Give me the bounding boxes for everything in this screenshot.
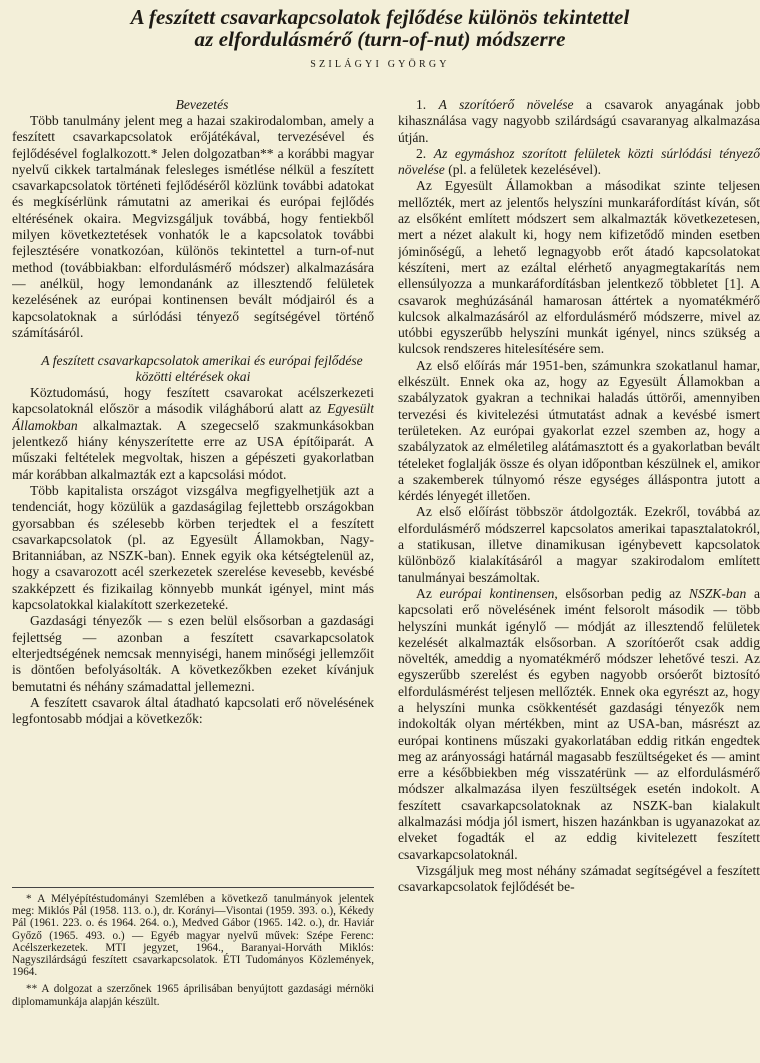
section-heading-intro: Bevezetés: [175, 97, 229, 112]
footnote-1: * A Mélyépítéstudományi Szemlében a következő tanulmányok jelentek meg: Miklós Pál (1958. 113. o.), dr. Korányi—Visontai (1959. 393. o.), Kékedy Pál (1961. 223. o. és 1964. 264. o.), Medved Gábor (1965. 142. o.), dr. Haviár Győző (1965. 493. o.) — Egyéb magyar nyelvű művek: Szépe Ferenc: Acélszerkezetek. MTI jegyzet, 1964., Baranyai-Horváth Miklós: Nagyszilárdságú feszített csavarkapcsolatok. ÉTI Tudományos Közlemények, 1964.: [12, 893, 374, 979]
section-heading-differences: A feszített csavarkapcsolatok amerikai és európai fejlődése közötti eltérések okai: [41, 353, 363, 385]
footnote-2: ** A dolgozat a szerzőnek 1965 áprilisában benyújtott gazdasági mérnöki diplomamunkája alapján készült.: [12, 983, 374, 1008]
paragraph: Gazdasági tényezők — s ezen belül elsősorban a gazdasági fejlettség — azonban a feszített csavarkapcsolatok elterjedtségének nemcsak mennyiségi, hanem minőségi jellemzőit is döntően befolyásolták. A következőkben ezeket kívánjuk bemutatni és néhány számadattal jellemezni.: [12, 613, 374, 694]
list-item-2: 2. Az egymáshoz szorított felületek közti súrlódási tényező növelése (pl. a felületek kezelésével).: [398, 145, 760, 178]
footnote-divider: [12, 887, 374, 888]
paragraph: Az európai kontinensen, elsősorban pedig az NSZK-ban a kapcsolati erő növelésének imént felsorolt második — több helyszíni munkát igénylő — módját az illesztendő felületek kezelését alkalmazták elsősorban. A szorítóerőt csak addig növelték, ameddig a nyomatékmérő módszer lehetővé teszi. Az egyszerűbb szerelést és egyben nagyobb orsóerőt biztosító elfordulásmérést teljesen mellőzték. Ennek oka egyrészt az, hogy a helyszíni munka csökkentését gazdasági tényezők nem indokolták olyan mértékben, mint az USA-ban, másrészt az európai kontinens műszaki gyakorlatában eddig ritkán engedtek meg az arányossági határnál magasabb feszültségeket és — amint erre a későbbiekben még visszatérünk — az elfordulásmérő módszer alkalmazása ilyen feszültségek esetén indokolt. A feszített csavarkapcsolatoknak az NSZK-ban kialakult alkalmazási módja jól ismert, hiszen hazánkban is ugyanazokat az elveket fogadták el az eddig kivitelezett feszített csavarkapcsolatoknál.: [398, 585, 760, 862]
left-column: [12, 97, 374, 1059]
author: SZILÁGYI GYÖRGY: [310, 59, 450, 70]
paragraph: Köztudomású, hogy feszített csavarokat acélszerkezeti kapcsolatoknál először a második világháború alatt az Egyesült Államokban alkalmaztak. A szegecselő szakmunkásokban jelentkező hiány kényszerítette erre az USA építőiparát. A műszaki feltételek megvoltak, hiszen a gépészeti gyakorlatban már korábban alkalmazták ezt a kapcsolási módot.: [12, 385, 374, 482]
footnotes: [12, 887, 374, 1013]
paragraph: A feszített csavarok által átadható kapcsolati erő növelésének legfontosabb módjai a következők:: [12, 694, 374, 727]
title-line-2: az elfordulásmérő (turn-of-nut) módszerre: [194, 27, 566, 51]
article-title: [0, 6, 760, 50]
right-column: [398, 97, 760, 1059]
intro-paragraph: Több tanulmány jelent meg a hazai szakirodalomban, amely a feszített csavarkapcsolatok erőjátékával, tervezésével és fejlődésével foglalkozott.* Jelen dolgozatban** a korábbi magyar nyelvű cikkek tartalmának felesleges ismétlése nélkül a feszített csavarkapcsolatok történeti fejlődéséről közlünk további adatokat és megkísérlünk rámutatni az amerikai és európai fejlődés eltérésének okaira. Megvizsgáljuk továbbá, hogy fentiekből milyen következtetések vonhatók le a kapcsolatok további fejlesztésére vonatkozóan, különös tekintettel a turn-of-nut method (továbbiakban: elfordulásmérő módszer) alkalmazására — anélkül, hogy lemondanánk az illesztendő felületek kezelésének az európai kontinensen bevált módjairól és a kapcsolatoknak a súrlódási tényező segítségével történő számításáról.: [12, 113, 374, 340]
article-header: [0, 0, 760, 70]
title-line-1: A feszített csavarkapcsolatok fejlődése különös tekintettel: [130, 5, 630, 29]
paragraph: Vizsgáljuk meg most néhány számadat segítségével a feszített csavarkapcsolatok fejlődését be-: [398, 862, 760, 895]
list-item-1: 1. A szorítóerő növelése a csavarok anyagának jobb kihasználása vagy nagyobb szilárdságú csavaranyag alkalmazása útján.: [398, 97, 760, 145]
paragraph: Az Egyesült Államokban a másodikat szinte teljesen mellőzték, mert az jelentős helyszíni munkaráfordítást kíván, sőt az elsőként említett módszert sem alkalmazták következetesen, mert a nézet alakult ki, hogy nem kifizetődő minden esetben jóminőségű, a lehető legnagyobb erőt átadó kapcsolatokat készíteni, mert az ezáltal elérhető anyagmegtakarítás nem ellensúlyozza a munkaráfordításban jelentkező többletet [1]. A csavarok meghúzásánál hamarosan áttértek a nyomatékmérő kulcsok alkalmazásáról az elfordulásmérő módszerre, mivel az utóbbi egyszerűbb helyszíni munkát igényel, nincs szükség a kulcsok rendszeres hitelesítésére sem.: [398, 178, 760, 357]
paragraph: Az első előírás már 1951-ben, számunkra szokatlanul hamar, elkészült. Ennek oka az, hogy az Egyesült Államokban a szabályzatok gyakran a technikai haladás úttörői, amennyiben tervezési és kivitelezési útmutatást adnak a kevésbé ismert területeken. Az európai gyakorlat ezzel szemben az, hogy a szabályzatok az elméletileg alátámasztott és a gyakorlatban bevált tételeket foglalják össze és olyan időpontban készülnek el, amikor a szakemberek túlnyomó része egységes álláspontra jutott a kérdés lényegét illetően.: [398, 357, 760, 504]
article-body: [6, 97, 760, 1059]
paragraph: Az első előírást többször átdolgozták. Ezekről, továbbá az elfordulásmérő módszerrel kapcsolatos amerikai tapasztalatokról, a statikusan, illetve dinamikusan igénybevett kapcsolatok különböző kialakításáról a magyar szakirodalom említett tanulmányai beszámoltak.: [398, 504, 760, 585]
paragraph: Több kapitalista országot vizsgálva megfigyelhetjük azt a tendenciát, hogy közülük a gazdaságilag fejlettebb országokban gyorsabban és szélesebb körben terjedtek el a feszített csavarkapcsolatok (pl. az Egyesült Államokban, Nagy-Britanniában, az NSZK-ban). Ennek egyik oka kétségtelenül az, hogy a csavarozott acél szerkezetek szerelése kevesebb, kevésbé szakképzett és fizikailag könnyebb munkát igényel, mint más kapcsolatokkal kialakított szerkezeteké.: [12, 482, 374, 613]
